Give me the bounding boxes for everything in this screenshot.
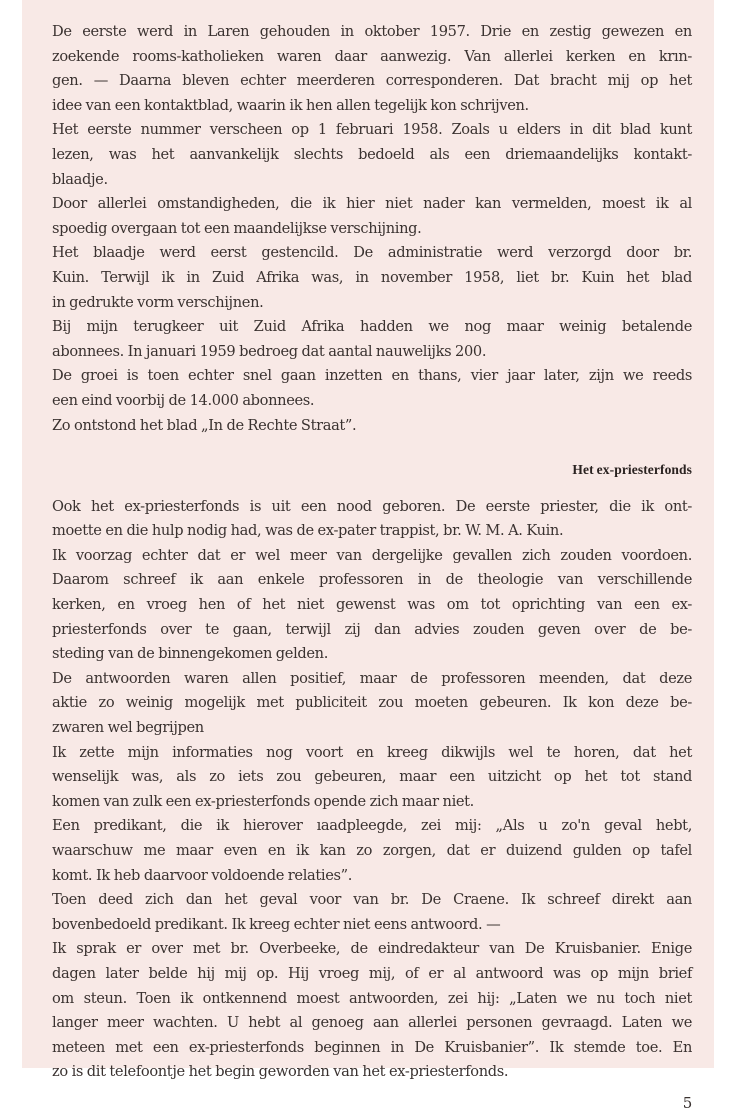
section-heading: Het ex-priesterfonds — [572, 462, 692, 478]
text-line: abonnees. In januari 1959 bedroeg dat aantal nauwelijks 200. — [52, 342, 487, 360]
text-line: Ik sprak er over met br. Overbeeke, de eindredakteur van De Kruisbanier. Enige — [52, 940, 692, 958]
text-line: Ook het ex-priesterfonds is uit een nood geboren. De eerste priester, die ik ont- — [52, 497, 692, 515]
text-line: De eerste werd in Laren gehouden in oktober 1957. Drie en zestig gewezen en — [52, 23, 692, 40]
text-line: moette en die hulp nodig had, was de ex-pater trappist, br. W. M. A. Kuin. — [52, 522, 564, 540]
text-line: Het blaadje werd eerst gestencild. De administratie werd verzorgd door br. — [52, 244, 692, 262]
text-line: Ik zette mijn informaties nog voort en kreeg dikwijls wel te horen, dat het — [52, 743, 692, 761]
text-line: aktie zo weinig mogelijk met publiciteit zou moeten gebeuren. Ik kon deze be- — [52, 694, 692, 712]
text-line: De antwoorden waren allen positief, maar de professoren meenden, dat deze — [52, 669, 692, 687]
text-line: Bij mijn terugkeer uit Zuid Afrika hadden we nog maar weinig betalende — [52, 318, 692, 336]
text-line: een eind voorbij de 14.000 abonnees. — [52, 391, 315, 409]
text-line: zwaren wel begrijpen — [52, 719, 204, 737]
text-line: idee van een kontaktblad, waarin ik hen allen tegelijk kon schrijven. — [52, 96, 529, 114]
text-line: langer meer wachten. U hebt al genoeg aan allerlei personen gevraagd. Laten we — [52, 1014, 692, 1032]
text-line: dagen later belde hij mij op. Hij vroeg mij, of er al antwoord was op mijn brief — [52, 964, 692, 982]
text-line: in gedrukte vorm verschijnen. — [52, 293, 264, 311]
text-line: komen van zulk een ex-priesterfonds opende zich maar niet. — [52, 792, 474, 810]
text-line: kerken, en vroeg hen of het niet gewenst was om tot oprichting van een ex- — [52, 596, 692, 614]
section-ex-priesterfonds — [52, 495, 692, 1085]
text-line: spoedig overgaan tot een maandelijkse verschijning. — [52, 219, 422, 237]
text-line: Het eerste nummer verscheen op 1 februari 1958. Zoals u elders in dit blad kunt — [52, 121, 692, 139]
text-line: Toen deed zich dan het geval voor van br. De Craene. Ik schreef direkt aan — [52, 891, 692, 909]
text-line: Ik voorzag echter dat er wel meer van dergelijke gevallen zich zouden voordoen. — [52, 546, 692, 564]
text-line: gen. — Daarna bleven echter meerderen corresponderen. Dat bracht mij op het — [52, 72, 692, 90]
text-line: zo is dit telefoontje het begin geworden van het ex-priesterfonds. — [52, 1063, 509, 1081]
text-line: priesterfonds over te gaan, terwijl zij dan advies zouden geven over de be- — [52, 620, 692, 638]
section-intro — [52, 20, 692, 438]
text-line: wenselijk was, als zo iets zou gebeuren, maar een uitzicht op het tot stand — [52, 768, 692, 786]
text-line: Daarom schreef ik aan enkele professoren in de theologie van verschillende — [52, 571, 692, 589]
text-line: Kuin. Terwijl ik in Zuid Afrika was, in november 1958, liet br. Kuin het blad — [52, 268, 692, 286]
text-line: om steun. Toen ik ontkennend moest antwoorden, zei hij: „Laten we nu toch niet — [52, 989, 692, 1007]
page-number: 5 — [682, 1093, 692, 1112]
text-line: lezen, was het aanvankelijk slechts bedoeld als een driemaandelijks kontakt- — [52, 145, 692, 163]
text-line: Zo ontstond het blad „In de Rechte Straat”. — [52, 416, 357, 434]
body-text — [52, 20, 692, 1116]
text-line: De groei is toen echter snel gaan inzetten en thans, vier jaar later, zijn we reeds — [52, 367, 692, 385]
text-line: zoekende rooms-katholieken waren daar aanwezig. Van allerlei kerken en krın- — [52, 47, 692, 65]
text-line: komt. Ik heb daarvoor voldoende relaties”. — [52, 866, 353, 884]
text-line: meteen met een ex-priesterfonds beginnen in De Kruisbanier”. Ik stemde toe. En — [52, 1038, 692, 1056]
text-line: bovenbedoeld predikant. Ik kreeg echter niet eens antwoord. — — [52, 915, 501, 933]
text-line: Door allerlei omstandigheden, die ik hier niet nader kan vermelden, moest ik al — [52, 195, 692, 213]
text-line: waarschuw me maar even en ik kan zo zorgen, dat er duizend gulden op tafel — [52, 842, 692, 859]
document-page — [22, 0, 714, 1112]
text-line: steding van de binnengekomen gelden. — [52, 645, 329, 663]
text-line: blaadje. — [52, 170, 108, 188]
text-line: Een predikant, die ik hierover ıaadpleegde, zei mij: „Als u zo'n geval hebt, — [52, 817, 692, 835]
